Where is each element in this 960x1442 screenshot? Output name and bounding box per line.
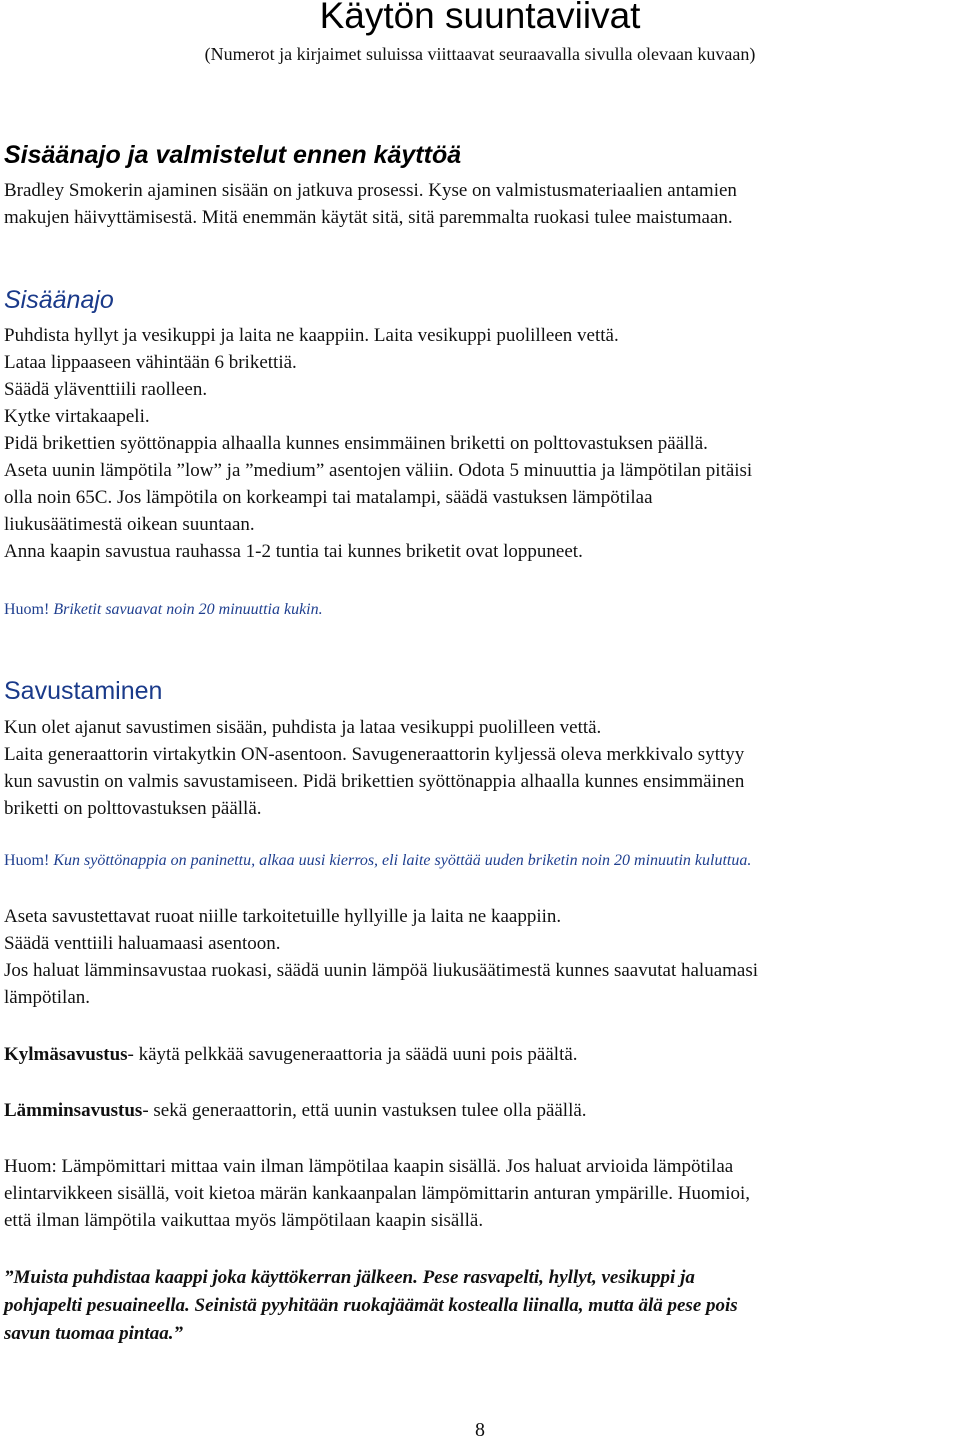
instruction-line: briketti on polttovastuksen päällä. (4, 798, 262, 819)
instruction-line: kun savustin on valmis savustamiseen. Pidä brikettien syöttönappia alhaalla kunnes ensimmäinen (4, 771, 745, 792)
smoking-note (4, 850, 960, 872)
section-smoking-body (4, 714, 960, 822)
cold-smoking-paragraph (4, 1041, 960, 1068)
instruction-line: liukusäätimestä oikean suuntaan. (4, 514, 255, 535)
instruction-line: olla noin 65C. Jos lämpötila on korkeampi tai matalampi, säädä vastuksen lämpötilaa (4, 487, 653, 508)
warm-smoking-term: Lämminsavustus (4, 1100, 143, 1121)
instruction-line: Anna kaapin savustua rauhassa 1-2 tuntia tai kunnes briketit ovat loppuneet. (4, 541, 583, 562)
paragraph-line: makujen häivyttämisestä. Mitä enemmän käytät sitä, sitä paremmalta ruokasi tulee maistumaan. (4, 207, 733, 228)
note-label: Huom! (4, 601, 50, 618)
cold-smoking-line (4, 1041, 960, 1068)
instruction-line: lämpötilan. (4, 987, 91, 1008)
instruction-line: Pidä brikettien syöttönappia alhaalla kunnes ensimmäinen briketti on polttovastuksen päällä. (4, 433, 708, 454)
reminder-line: ”Muista puhdistaa kaappi joka käyttökerran jälkeen. Pese rasvapelti, hyllyt, vesikuppi ja (4, 1267, 695, 1288)
instruction-line: Aseta savustettavat ruoat niille tarkoitetuille hyllyille ja laita ne kaappiin. (4, 906, 562, 927)
instruction-line: Lataa lippaaseen vähintään 6 brikettiä. (4, 352, 297, 373)
section-heading-smoking: Savustaminen (4, 677, 163, 705)
reminder-line: savun tuomaa pintaa.” (4, 1323, 183, 1344)
cleaning-reminder (4, 1264, 960, 1348)
page-number: 8 (475, 1419, 485, 1441)
page-title: Käytön suuntaviivat (319, 0, 641, 36)
section-heading-preparation: Sisäänajo ja valmistelut ennen käyttöä (4, 141, 462, 169)
note-text: Briketit savuavat noin 20 minuuttia kukin. (49, 601, 323, 618)
instruction-line: Säädä yläventtiili raolleen. (4, 379, 208, 400)
instruction-line: Kytke virtakaapeli. (4, 406, 150, 427)
section-break-in-body (4, 322, 960, 565)
cold-smoking-term: Kylmäsavustus (4, 1044, 128, 1065)
reminder-line: pohjapelti pesuaineella. Seinistä pyyhitään ruokajäämät kostealla liinalla, mutta älä pese pois (4, 1295, 738, 1316)
section-heading-break-in: Sisäänajo (4, 286, 114, 314)
warm-smoking-paragraph (4, 1097, 960, 1124)
page-subtitle: (Numerot ja kirjaimet suluissa viittaavat seuraavalla sivulla olevaan kuvaan) (204, 44, 756, 64)
note-text: Kun syöttönappia on paninettu, alkaa uusi kierros, eli laite syöttää uuden briketin noin 20 minuutin kuluttua. (49, 852, 752, 869)
warm-smoking-text: - sekä generaattorin, että uunin vastuksen tulee olla päällä. (142, 1100, 587, 1121)
instruction-line: Laita generaattorin virtakytkin ON-asentoon. Savugeneraattorin kyljessä oleva merkkivalo syttyy (4, 744, 745, 765)
break-in-note (4, 599, 960, 621)
section-preparation-body (4, 177, 960, 231)
warm-smoking-line (4, 1097, 960, 1124)
section-smoking-steps (4, 903, 960, 1011)
paragraph-line: että ilman lämpötila vaikuttaa myös lämpötilaan kaapin sisällä. (4, 1210, 484, 1231)
instruction-line: Kun olet ajanut savustimen sisään, puhdista ja lataa vesikuppi puolilleen vettä. (4, 717, 602, 738)
paragraph-line: elintarvikkeen sisällä, voit kietoa märän kankaanpalan lämpömittarin anturan ympärille. Huomioi, (4, 1183, 751, 1204)
paragraph-line: Bradley Smokerin ajaminen sisään on jatkuva prosessi. Kyse on valmistusmateriaalien antamien (4, 180, 737, 201)
instruction-line: Jos haluat lämminsavustaa ruokasi, säädä uunin lämpöä liukusäätimestä kunnes saavutat haluamasi (4, 960, 759, 981)
instruction-line: Aseta uunin lämpötila ”low” ja ”medium” asentojen väliin. Odota 5 minuuttia ja lämpötilan pitäisi (4, 460, 753, 481)
thermometer-note (4, 1153, 960, 1234)
instruction-line: Puhdista hyllyt ja vesikuppi ja laita ne kaappiin. Laita vesikuppi puolilleen vettä. (4, 325, 619, 346)
instruction-line: Säädä venttiili haluamaasi asentoon. (4, 933, 281, 954)
cold-smoking-text: - käytä pelkkää savugeneraattoria ja säädä uuni pois päältä. (127, 1044, 578, 1065)
note-label: Huom! (4, 852, 50, 869)
paragraph-line: Huom: Lämpömittari mittaa vain ilman lämpötilaa kaapin sisällä. Jos haluat arvioida lämpötilaa (4, 1156, 734, 1177)
